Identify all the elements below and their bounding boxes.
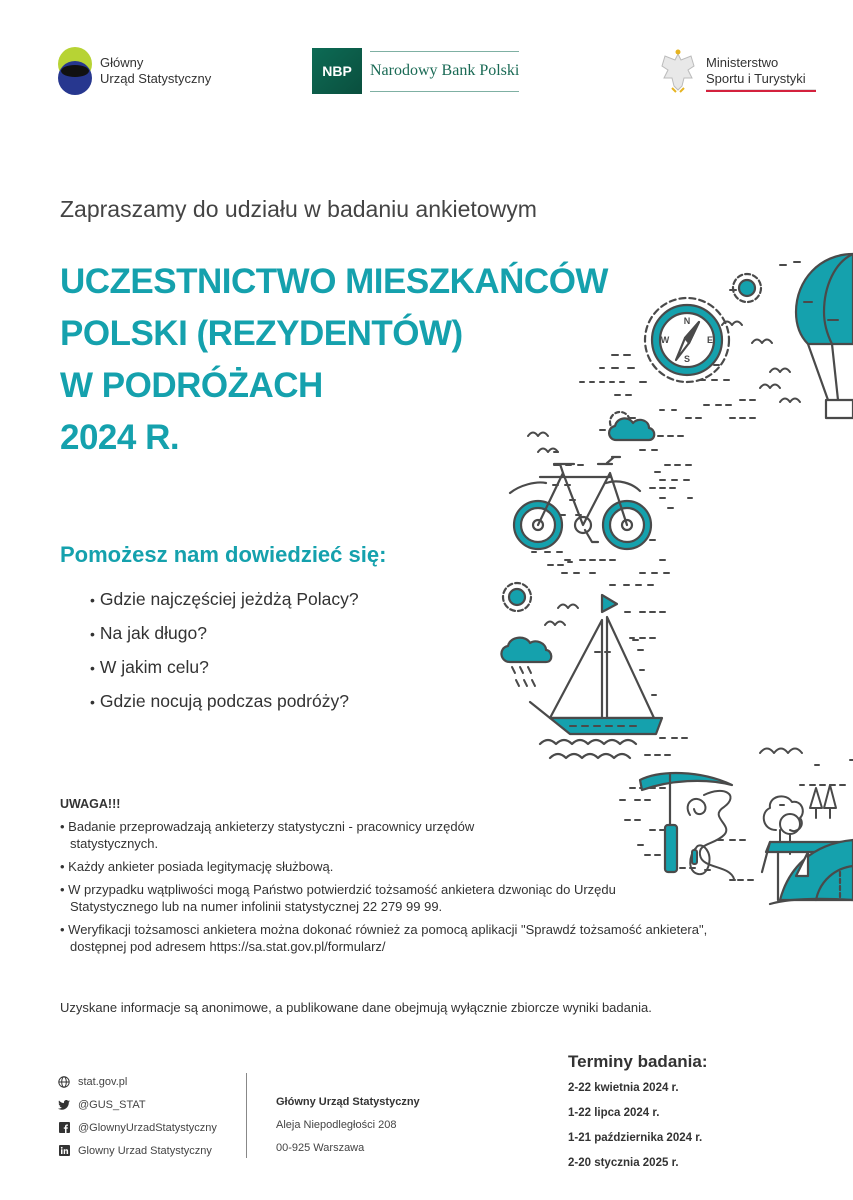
gus-logo-text bbox=[100, 55, 211, 87]
questions-list bbox=[90, 584, 359, 720]
survey-date-item: 1-21 października 2024 r. bbox=[568, 1132, 703, 1144]
warning-item: • Weryfikacji tożsamosci ankietera można dokonać również za pomocą aplikacji "Sprawdź tożsamość ankietera", dostępnej pod adresem https://sa.stat.gov.pl/formularz/ bbox=[60, 921, 740, 955]
question-item: • Gdzie najczęściej jeżdżą Polacy? bbox=[90, 584, 359, 618]
survey-date-item: 2-20 stycznia 2025 r. bbox=[568, 1157, 679, 1169]
address-name: Główny Urząd Statystyczny bbox=[276, 1096, 420, 1108]
survey-date-item: 1-22 lipca 2024 r. bbox=[568, 1107, 660, 1119]
sailboat-icon bbox=[530, 595, 662, 758]
anonymity-note: Uzyskane informacje są anonimowe, a publikowane dane obejmują wyłącznie zbiorcze wyniki badania. bbox=[60, 1000, 652, 1015]
msit-logo-line1: Ministerstwo bbox=[706, 55, 779, 70]
linkedin-icon bbox=[58, 1145, 70, 1157]
address-street: Aleja Niepodległości 208 bbox=[276, 1119, 397, 1131]
svg-text:S: S bbox=[683, 354, 691, 364]
gus-logo bbox=[58, 47, 211, 95]
title-line-2: POLSKI (REZYDENTÓW) bbox=[60, 314, 463, 353]
polish-eagle-icon bbox=[658, 48, 698, 94]
question-item: • Gdzie nocują podczas podróży? bbox=[90, 686, 359, 720]
sun-icon bbox=[733, 274, 761, 302]
help-heading: Pomożesz nam dowiedzieć się: bbox=[60, 542, 387, 567]
rain-cloud-icon bbox=[501, 638, 551, 686]
address-city: 00-925 Warszawa bbox=[276, 1142, 365, 1154]
contact-label: @GlownyUrzadStatystyczny bbox=[78, 1121, 217, 1134]
contact-facebook[interactable] bbox=[58, 1116, 217, 1139]
svg-text:E: E bbox=[706, 335, 714, 345]
twitter-icon bbox=[58, 1099, 70, 1111]
contact-twitter[interactable] bbox=[58, 1093, 217, 1116]
gus-logo-line1: Główny bbox=[100, 55, 144, 70]
contact-label: stat.gov.pl bbox=[78, 1075, 128, 1088]
survey-date-item: 2-22 kwietnia 2024 r. bbox=[568, 1082, 679, 1094]
nbp-logo-name: Narodowy Bank Polski bbox=[370, 51, 519, 92]
cloud-icon bbox=[609, 412, 654, 440]
travel-illustration bbox=[490, 240, 853, 960]
warning-item: • Każdy ankieter posiada legitymację służbową. bbox=[60, 858, 740, 875]
globe-icon bbox=[58, 1076, 70, 1088]
nbp-logo-box: NBP bbox=[312, 48, 362, 94]
nbp-logo bbox=[312, 48, 519, 94]
title-line-4: 2024 R. bbox=[60, 418, 180, 457]
contact-website[interactable] bbox=[58, 1070, 217, 1093]
gus-logo-mark-icon bbox=[58, 47, 92, 95]
msit-logo-line2: Sportu i Turystyki bbox=[706, 71, 806, 86]
survey-dates-heading: Terminy badania: bbox=[568, 1052, 708, 1071]
msit-logo-text bbox=[706, 55, 806, 87]
warning-item: • Badanie przeprowadzają ankieterzy statystyczni - pracownicy urzędów statystycznych. bbox=[60, 818, 550, 852]
contact-linkedin[interactable] bbox=[58, 1139, 217, 1162]
footer-divider bbox=[246, 1073, 247, 1158]
address-block bbox=[276, 1093, 420, 1162]
contact-label: Glowny Urzad Statystyczny bbox=[78, 1144, 212, 1157]
svg-text:W: W bbox=[660, 335, 670, 345]
survey-dates bbox=[568, 1052, 708, 1178]
hot-air-balloon-icon bbox=[796, 254, 853, 418]
compass-icon bbox=[645, 298, 729, 382]
title-line-1: UCZESTNICTWO MIESZKAŃCÓW bbox=[60, 262, 608, 301]
tent-icon bbox=[762, 840, 853, 904]
contacts-list bbox=[58, 1070, 217, 1162]
title-line-3: W PODRÓŻACH bbox=[60, 366, 323, 405]
msit-flag-bar bbox=[706, 89, 816, 92]
svg-text:N: N bbox=[683, 316, 691, 326]
sun-icon bbox=[503, 583, 531, 611]
facebook-icon bbox=[58, 1122, 70, 1134]
question-item: • W jakim celu? bbox=[90, 652, 359, 686]
msit-logo bbox=[658, 48, 806, 94]
rope-icon bbox=[688, 791, 734, 879]
warning-item: • W przypadku wątpliwości mogą Państwo potwierdzić tożsamość ankietera dzwoniąc do Urzędu Statystycznego lub na numer infolinii statystycznej 22 279 99 99. bbox=[60, 881, 640, 915]
invite-text: Zapraszamy do udziału w badaniu ankietowym bbox=[60, 196, 537, 222]
gus-logo-line2: Urząd Statystyczny bbox=[100, 71, 212, 86]
question-item: • Na jak długo? bbox=[90, 618, 359, 652]
bicycle-icon bbox=[510, 457, 651, 549]
warning-heading: UWAGA!!! bbox=[60, 797, 121, 811]
contact-label: @GUS_STAT bbox=[78, 1098, 146, 1111]
